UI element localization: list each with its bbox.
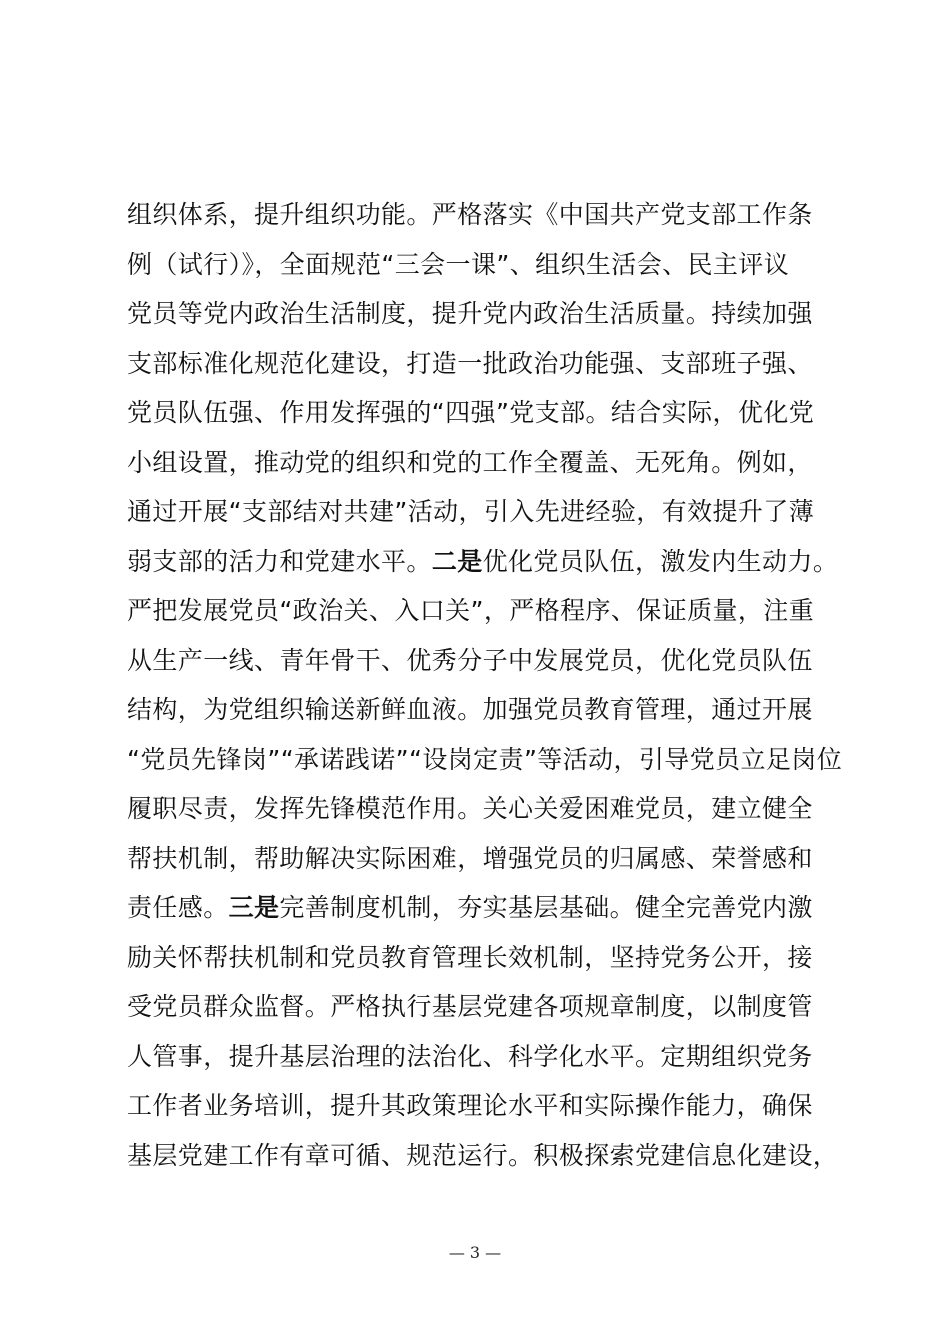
page-number: — 3 —: [448, 1243, 502, 1262]
text-line: 人管事，提升基层治理的法治化、科学化水平。定期组织党务: [127, 1041, 813, 1071]
bold-marker: 二是: [431, 546, 483, 576]
text-line: 励关怀帮扶机制和党员教育管理长效机制，坚持党务公开，接: [127, 942, 813, 972]
text-line: 党员队伍强、作用发挥强的“四强”党支部。结合实际，优化党: [127, 398, 815, 427]
text-line: 党员等党内政治生活制度，提升党内政治生活质量。持续加强: [127, 299, 813, 328]
text-line: 通过开展“支部结对共建”活动，引入先进经验，有效提升了薄: [127, 497, 815, 526]
text-line: 责任感。三是完善制度机制，夯实基层基础。健全完善党内激: [127, 893, 813, 922]
text-line: 严把发展党员“政治关、入口关”，严格程序、保证质量，注重: [127, 596, 815, 625]
text-line: 小组设置，推动党的组织和党的工作全覆盖、无死角。例如，: [127, 447, 813, 477]
text-line: 弱支部的活力和党建水平。二是优化党员队伍，激发内生动力。: [127, 546, 839, 576]
text-line: 支部标准化规范化建设，打造一批政治功能强、支部班子强、: [127, 348, 813, 378]
text-line: 履职尽责，发挥先锋模范作用。关心关爱困难党员，建立健全: [127, 794, 813, 823]
text-line: 工作者业务培训，提升其政策理论水平和实际操作能力，确保: [127, 1091, 813, 1120]
text-line: 基层党建工作有章可循、规范运行。积极探索党建信息化建设，: [127, 1140, 839, 1170]
text-line: 组织体系，提升组织功能。严格落实《中国共产党支部工作条: [127, 200, 813, 229]
bold-marker: 三是: [228, 893, 280, 922]
text-line: 受党员群众监督。严格执行基层党建各项规章制度，以制度管: [127, 992, 813, 1021]
text-line: “党员先锋岗”“承诺践诺”“设岗定责”等活动，引导党员立足岗位: [127, 744, 843, 774]
text-line: 从生产一线、青年骨干、优秀分子中发展党员，优化党员队伍: [127, 645, 813, 675]
document-body: [127, 190, 847, 1180]
text-line: 帮扶机制，帮助解决实际困难，增强党员的归属感、荣誉感和: [127, 843, 813, 873]
text-line: 例（试行）》，全面规范“三会一课”、组织生活会、民主评议: [127, 249, 790, 279]
text-line: 结构，为党组织输送新鲜血液。加强党员教育管理，通过开展: [127, 695, 813, 724]
